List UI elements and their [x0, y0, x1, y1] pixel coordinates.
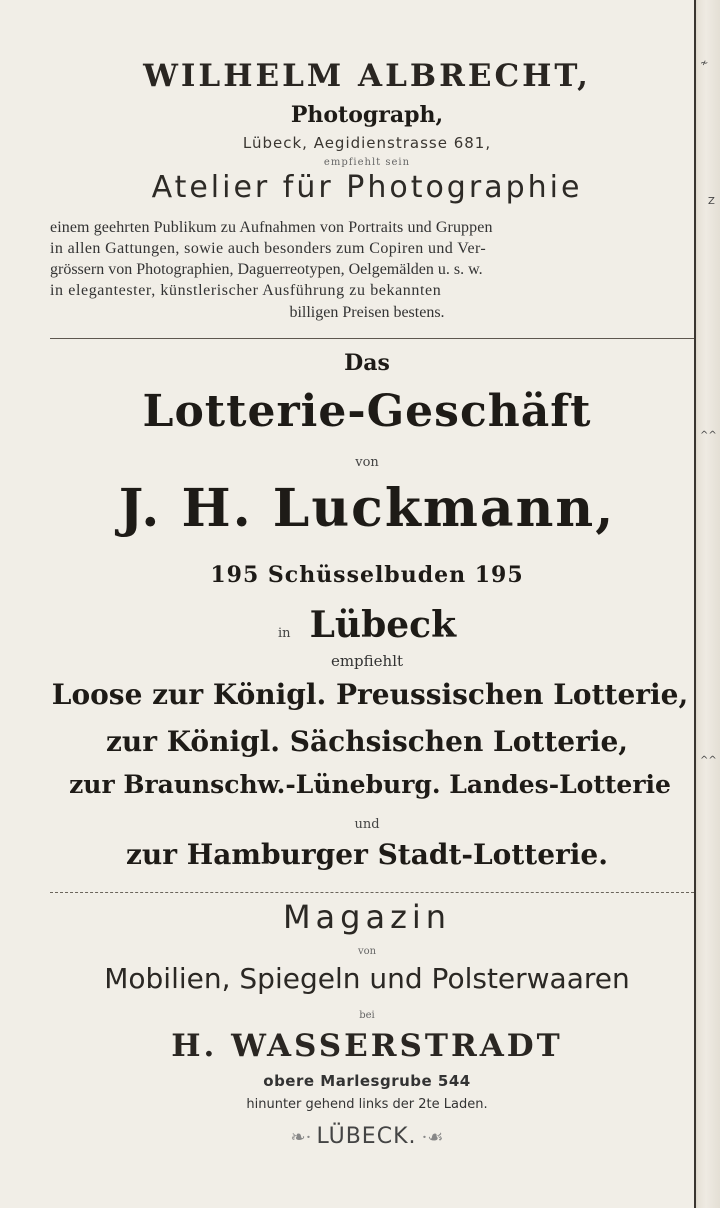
adjacent-page-edge — [694, 0, 720, 1208]
divider-2 — [50, 892, 694, 893]
ad1-body-line-3: grössern von Photographien, Daguerreotypen, Oelgemälden u. s. w. — [50, 261, 483, 278]
ad2-address: 195 Schüsselbuden 195 — [210, 562, 524, 588]
page-gutter-line — [694, 0, 696, 1208]
margin-tick-icon: ≁ — [700, 58, 709, 69]
margin-tick-icon-3: ^^ — [700, 755, 717, 766]
ad3-address: obere Marlesgrube 544 — [263, 1072, 471, 1090]
ad1-recommends: empfiehlt sein — [323, 157, 411, 168]
ad1-profession: Photograph, — [290, 102, 444, 128]
ad3-city: LÜBECK. — [316, 1124, 417, 1149]
margin-mark: Z — [708, 196, 715, 207]
ad1-address: Lübeck, Aegidienstrasse 681, — [242, 134, 492, 152]
ad2-city: Lübeck — [309, 604, 457, 646]
ad1-body-line-5: billigen Preisen bestens. — [289, 304, 445, 321]
ad2-in: in — [277, 626, 291, 641]
ad3-bei: bei — [359, 1010, 375, 1021]
divider-1 — [50, 338, 694, 339]
ad2-name: J. H. Luckmann, — [118, 478, 616, 539]
ad2-city-line — [40, 604, 694, 646]
ad1-body-line-4: in elegantester, künstlerischer Ausführung zu bekannten — [50, 282, 442, 299]
ad1-heading: Atelier für Photographie — [151, 170, 583, 205]
ad3-directions: hinunter gehend links der 2te Laden. — [246, 1097, 488, 1112]
ad3-city-line — [40, 1124, 694, 1149]
ad2-line-3: zur Braunschw.-Lüneburg. Landes-Lotterie — [69, 770, 671, 799]
ad2-recommends: empfiehlt — [330, 652, 404, 670]
ad2-last-line: zur Hamburger Stadt-Lotterie. — [126, 838, 608, 871]
ad3-name: H. WASSERSTRADT — [171, 1028, 563, 1064]
ad1-body-line-1: einem geehrten Publikum zu Aufnahmen von Portraits und Gruppen — [50, 219, 493, 236]
ad3-heading: Magazin — [282, 898, 452, 936]
ad1-body-line-2: in allen Gattungen, sowie auch besonders zum Copiren und Ver- — [50, 240, 487, 257]
left-ornament-icon: ❧· — [290, 1127, 312, 1148]
ad3-von: von — [357, 946, 377, 957]
ad2-das: Das — [344, 350, 390, 376]
margin-tick-icon-2: ^^ — [700, 430, 717, 441]
ad2-und: und — [354, 817, 380, 832]
ad2-title: Lotterie-Geschäft — [142, 386, 592, 437]
ad3-goods: Mobilien, Spiegeln und Polsterwaaren — [104, 962, 630, 995]
ad2-von: von — [355, 455, 379, 470]
ad1-name: WILHELM ALBRECHT, — [143, 58, 591, 94]
ad2-line-1: Loose zur Königl. Preussischen Lotterie, — [51, 678, 689, 711]
right-ornament-icon: ·☙ — [421, 1127, 444, 1148]
ad2-line-2: zur Königl. Sächsischen Lotterie, — [105, 725, 629, 758]
